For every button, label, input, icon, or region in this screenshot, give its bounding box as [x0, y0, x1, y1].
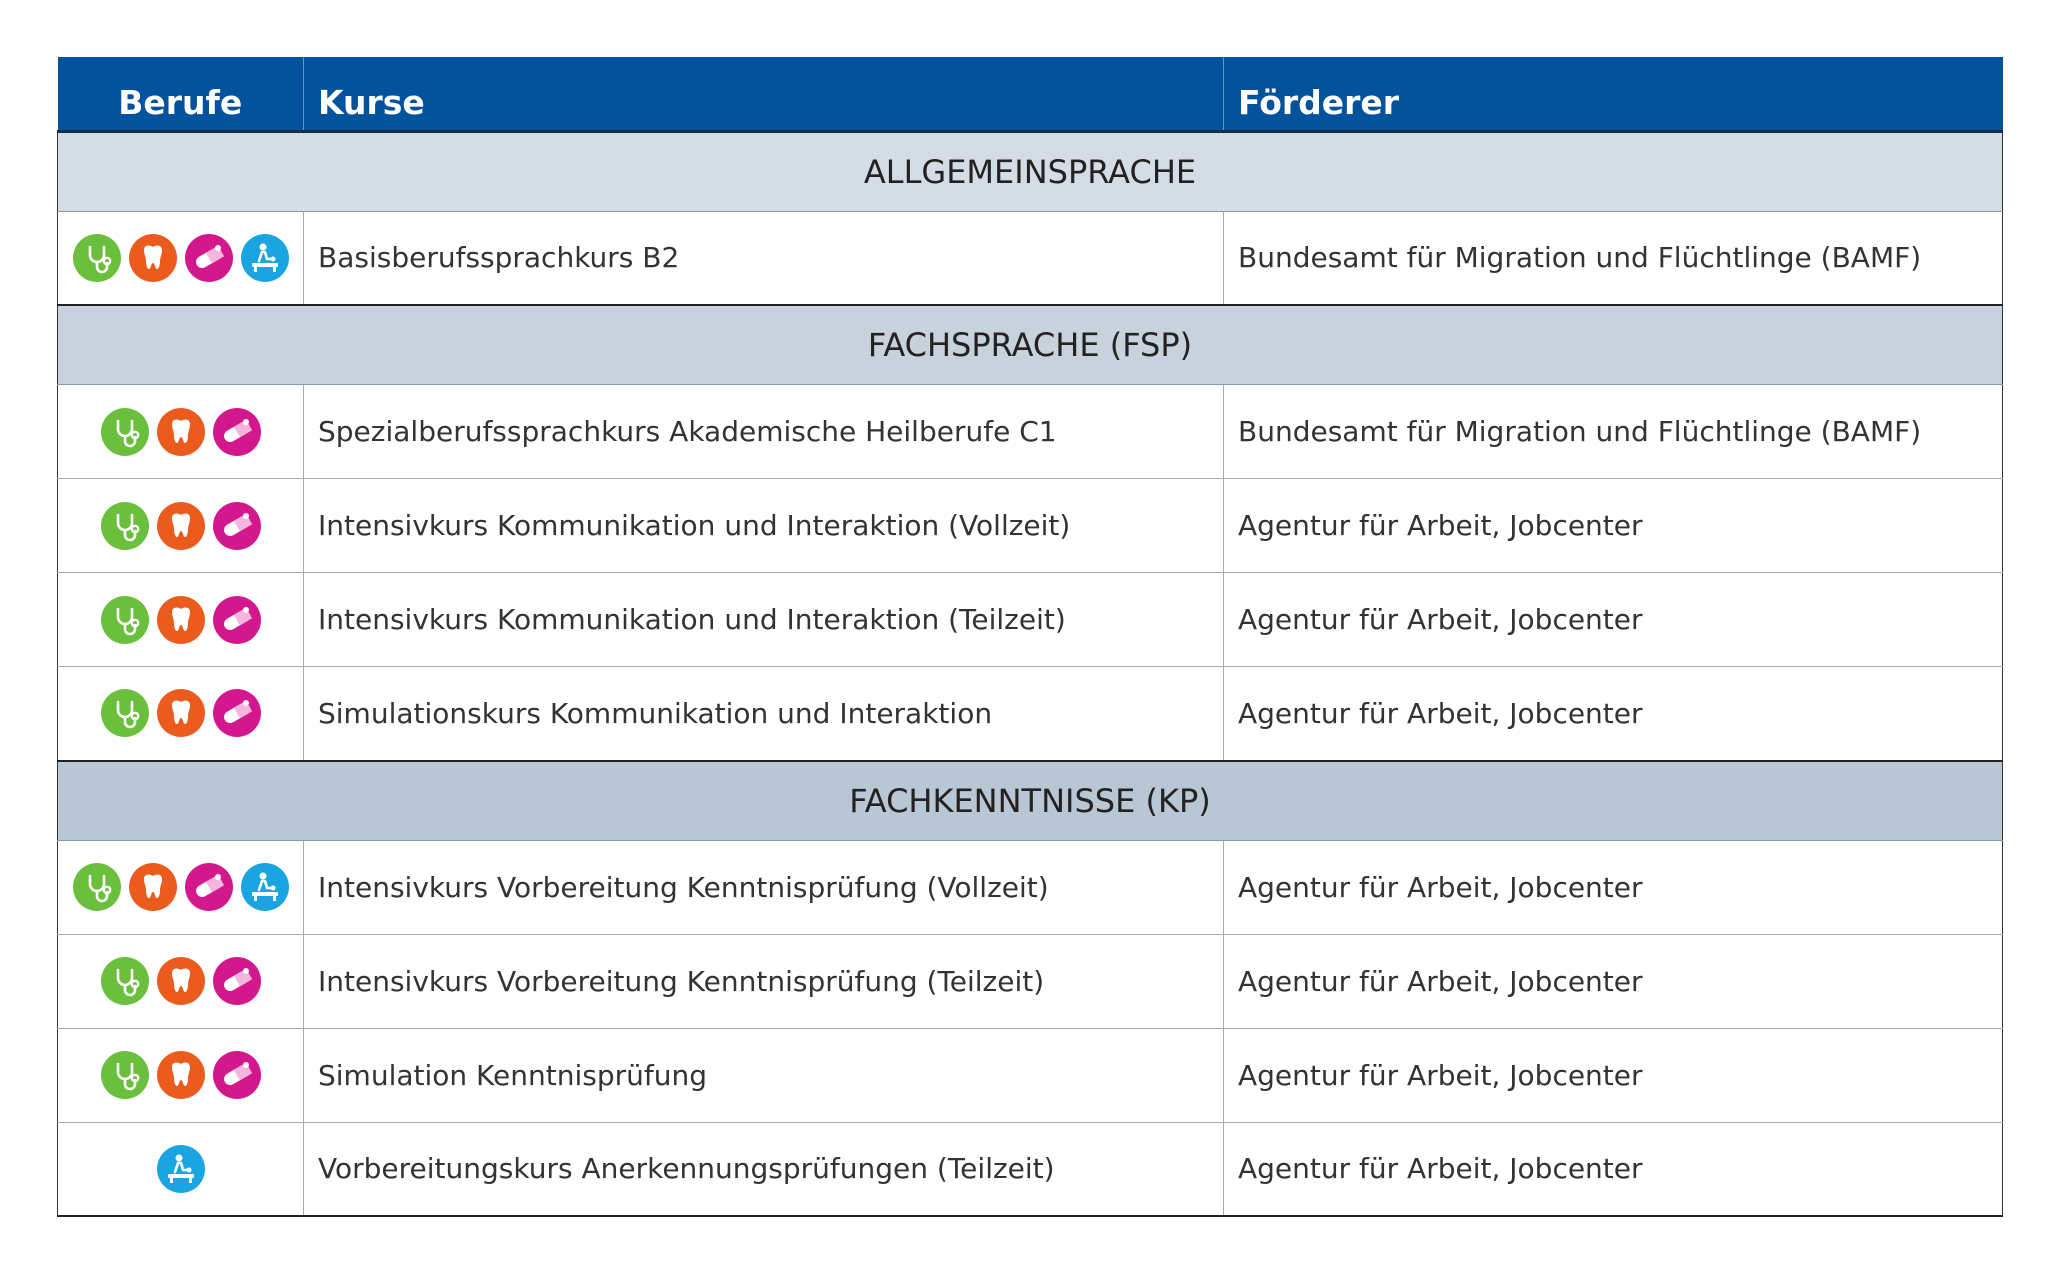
table-header-row — [58, 57, 2003, 131]
course-name: Simulation Kenntnisprüfung — [304, 1028, 1224, 1122]
profession-icons-cell — [58, 1028, 304, 1122]
table-row — [58, 1028, 2003, 1122]
tooth-icon — [157, 502, 205, 550]
pill-icon — [185, 234, 233, 282]
profession-icons-cell — [58, 667, 304, 761]
pill-icon — [213, 689, 261, 737]
physio-icon — [157, 1145, 205, 1193]
table-body — [58, 131, 2003, 1216]
pill-icon — [185, 863, 233, 911]
table-row — [58, 1122, 2003, 1216]
course-name: Intensivkurs Vorbereitung Kenntnisprüfung (Teilzeit) — [304, 934, 1224, 1028]
funder-name: Agentur für Arbeit, Jobcenter — [1224, 934, 2003, 1028]
table-row — [58, 211, 2003, 305]
stethoscope-icon — [101, 502, 149, 550]
course-name: Intensivkurs Vorbereitung Kenntnisprüfung (Vollzeit) — [304, 840, 1224, 934]
course-name: Basisberufssprachkurs B2 — [304, 211, 1224, 305]
funder-name: Agentur für Arbeit, Jobcenter — [1224, 573, 2003, 667]
pill-icon — [213, 408, 261, 456]
course-name: Simulationskurs Kommunikation und Interaktion — [304, 667, 1224, 761]
header-berufe: Berufe — [58, 57, 304, 131]
table-row — [58, 667, 2003, 761]
header-foerderer: Förderer — [1224, 57, 2003, 131]
pill-icon — [213, 957, 261, 1005]
pill-icon — [213, 596, 261, 644]
funder-name: Agentur für Arbeit, Jobcenter — [1224, 667, 2003, 761]
funder-name: Agentur für Arbeit, Jobcenter — [1224, 479, 2003, 573]
stethoscope-icon — [101, 957, 149, 1005]
section-title: FACHKENNTNISSE (KP) — [58, 761, 2003, 841]
profession-icons-cell — [58, 479, 304, 573]
course-name: Intensivkurs Kommunikation und Interaktion (Vollzeit) — [304, 479, 1224, 573]
profession-icons-cell — [58, 211, 304, 305]
funder-name: Bundesamt für Migration und Flüchtlinge (BAMF) — [1224, 385, 2003, 479]
tooth-icon — [157, 689, 205, 737]
stethoscope-icon — [73, 863, 121, 911]
tooth-icon — [157, 1051, 205, 1099]
profession-icons-cell — [58, 573, 304, 667]
profession-icons-cell — [58, 934, 304, 1028]
table-row — [58, 573, 2003, 667]
table-row — [58, 385, 2003, 479]
stethoscope-icon — [101, 408, 149, 456]
funder-name: Agentur für Arbeit, Jobcenter — [1224, 1028, 2003, 1122]
section-header — [58, 131, 2003, 211]
section-title: ALLGEMEINSPRACHE — [58, 131, 2003, 211]
stethoscope-icon — [101, 1051, 149, 1099]
course-table-container — [57, 57, 2002, 1217]
course-name: Vorbereitungskurs Anerkennungsprüfungen (Teilzeit) — [304, 1122, 1224, 1216]
course-name: Spezialberufssprachkurs Akademische Heilberufe C1 — [304, 385, 1224, 479]
stethoscope-icon — [73, 234, 121, 282]
tooth-icon — [129, 234, 177, 282]
funder-name: Agentur für Arbeit, Jobcenter — [1224, 1122, 2003, 1216]
stethoscope-icon — [101, 596, 149, 644]
funder-name: Agentur für Arbeit, Jobcenter — [1224, 840, 2003, 934]
section-header — [58, 305, 2003, 385]
tooth-icon — [157, 596, 205, 644]
pill-icon — [213, 502, 261, 550]
stethoscope-icon — [101, 689, 149, 737]
physio-icon — [241, 863, 289, 911]
funder-name: Bundesamt für Migration und Flüchtlinge (BAMF) — [1224, 211, 2003, 305]
pill-icon — [213, 1051, 261, 1099]
tooth-icon — [157, 408, 205, 456]
section-header — [58, 761, 2003, 841]
course-name: Intensivkurs Kommunikation und Interaktion (Teilzeit) — [304, 573, 1224, 667]
tooth-icon — [157, 957, 205, 1005]
profession-icons-cell — [58, 1122, 304, 1216]
tooth-icon — [129, 863, 177, 911]
profession-icons-cell — [58, 840, 304, 934]
table-row — [58, 479, 2003, 573]
course-table — [57, 57, 2003, 1217]
table-row — [58, 934, 2003, 1028]
header-kurse: Kurse — [304, 57, 1224, 131]
section-title: FACHSPRACHE (FSP) — [58, 305, 2003, 385]
table-row — [58, 840, 2003, 934]
physio-icon — [241, 234, 289, 282]
profession-icons-cell — [58, 385, 304, 479]
